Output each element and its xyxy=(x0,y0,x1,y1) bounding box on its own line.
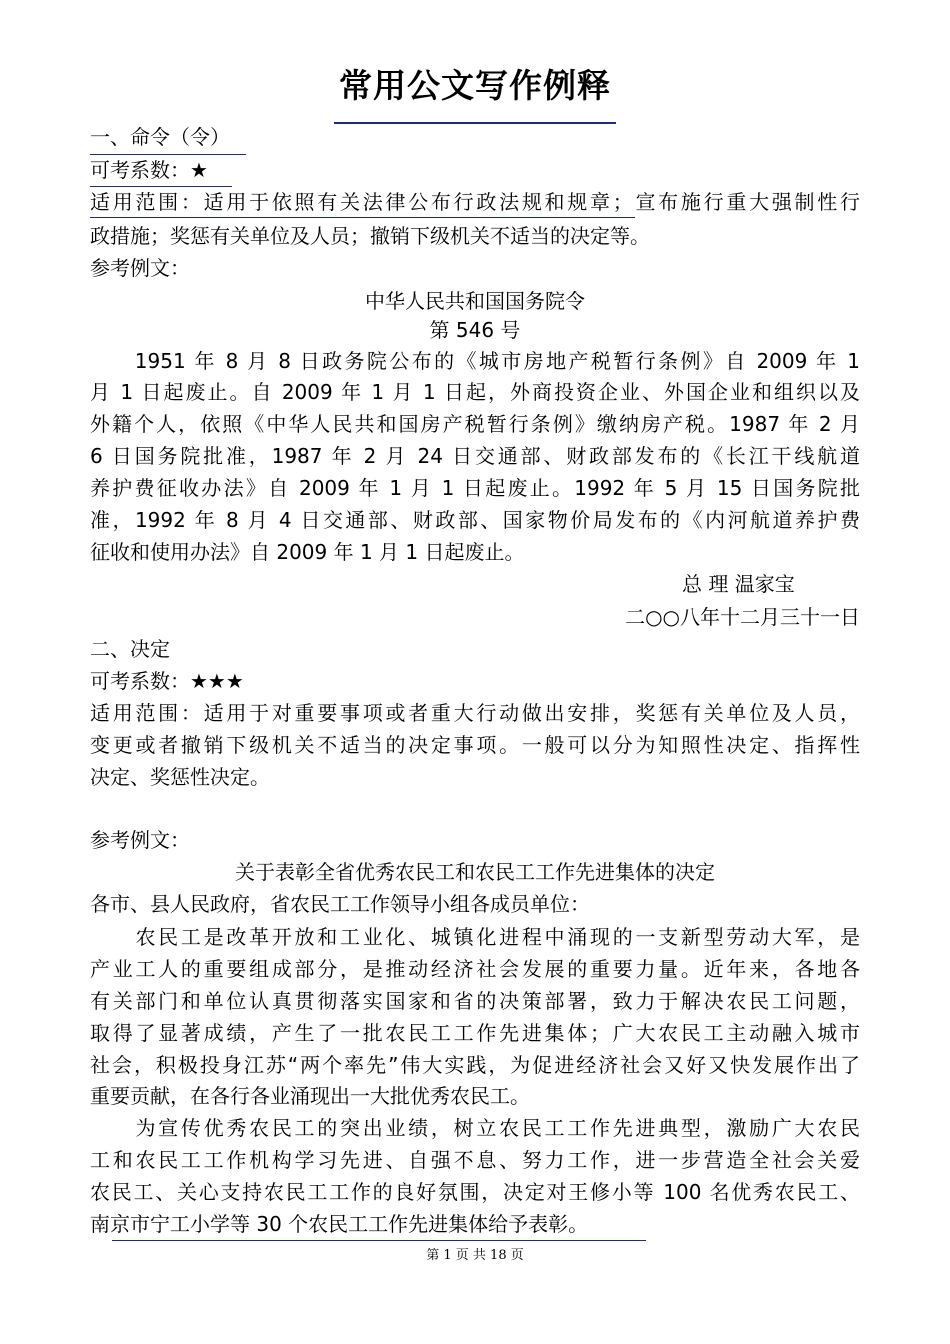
section-2-para2-line-4: 南京市宁工小学等 30 个农民工工作先进集体给予表彰。 xyxy=(90,1212,589,1236)
section-1-body-line-3: 外籍个人，依照《中华人民共和国房产税暂行条例》缴纳房产税。1987 年 2 月 xyxy=(90,412,860,436)
section-2-para1-line-3: 有关部门和单位认真贯彻落实国家和省的决策部署，致力于解决农民工问题， xyxy=(90,989,860,1013)
section-2-para2-line-3: 农民工、关心支持农民工工作的良好氛围，决定对王修小等 100 名优秀农民工、 xyxy=(90,1180,860,1204)
section-2-scope-line-1: 适用范围：适用于对重要事项或者重大行动做出安排，奖惩有关单位及人员， xyxy=(90,701,860,725)
section-2-coefficient: 可考系数：★★★ xyxy=(90,669,244,693)
section-1-example-number: 第 546 号 xyxy=(429,318,521,342)
section-2-para2-line-2: 工和农民工工作机构学习先进、自强不息、努力工作，进一步营造全社会关爱 xyxy=(90,1148,860,1172)
section-2-para2-line-1: 为宣传优秀农民工的突出业绩，树立农民工工作先进典型，激励广大农民 xyxy=(90,1116,860,1140)
section-1-body-line-1: 1951 年 8 月 8 日政务院公布的《城市房地产税暂行条例》自 2009 年 1 xyxy=(90,349,860,373)
section-1-body-line-6: 准，1992 年 8 月 4 日交通部、财政部、国家物价局发布的《内河航道养护费 xyxy=(90,508,860,532)
section-1-scope-line-2: 政措施；奖惩有关单位及人员；撤销下级机关不适当的决定等。 xyxy=(90,224,650,248)
section-2-para1-line-5: 社会，积极投身江苏“两个率先”伟大实践，为促进经济社会又好又快发展作出了 xyxy=(90,1053,860,1077)
section-1-example-title: 中华人民共和国国务院令 xyxy=(365,289,585,313)
signer: 总 理 温家宝 xyxy=(682,572,795,596)
section-2-para1-line-2: 产业工人的重要组成部分，是推动经济社会发展的重要力量。近年来，各地各 xyxy=(90,957,860,981)
section-1-heading: 一、命令（令） xyxy=(90,125,230,149)
paragraph-underline xyxy=(112,1240,646,1241)
document-title: 常用公文写作例释 xyxy=(339,66,611,105)
section-2-para1-line-4: 取得了显著成绩，产生了一批农民工工作先进集体；广大农民工主动融入城市 xyxy=(90,1021,860,1045)
section-2-addressee: 各市、县人民政府，省农民工工作领导小组各成员单位： xyxy=(90,892,590,916)
section-2-heading: 二、决定 xyxy=(90,637,170,661)
page-footer: 第 1 页 共 18 页 xyxy=(426,1248,524,1263)
section-1-body-line-5: 养护费征收办法》自 2009 年 1 月 1 日起废止。1992 年 5 月 15 日国务院批 xyxy=(90,476,860,500)
section-1-body-line-4: 6 日国务院批准，1987 年 2 月 24 日交通部、财政部发布的《长江干线航道 xyxy=(90,444,860,468)
signing-date: 二○○八年十二月三十一日 xyxy=(625,605,860,629)
section-2-para1-line-6: 重要贡献，在各行各业涌现出一大批优秀农民工。 xyxy=(90,1084,530,1108)
section-1-reference-label: 参考例文： xyxy=(90,256,190,280)
section-1-body-line-2: 月 1 日起废止。自 2009 年 1 月 1 日起，外商投资企业、外国企业和组织以及 xyxy=(90,380,860,404)
section-2-scope-line-2: 变更或者撤销下级机关不适当的决定事项。一般可以分为知照性决定、指挥性 xyxy=(90,733,860,757)
section-1-scope-line-1: 适用范围：适用于依照有关法律公布行政法规和规章；宣布施行重大强制性行 xyxy=(90,190,860,214)
section-1-body-line-7: 征收和使用办法》自 2009 年 1 月 1 日起废止。 xyxy=(90,540,525,564)
section-2-para1-line-1: 农民工是改革开放和工业化、城镇化进程中涌现的一支新型劳动大军，是 xyxy=(90,925,860,949)
section-2-reference-label: 参考例文： xyxy=(90,828,190,852)
section-2-scope-line-3: 决定、奖惩性决定。 xyxy=(90,765,270,789)
section-1-coefficient: 可考系数：★ xyxy=(90,158,208,182)
section-2-example-title: 关于表彰全省优秀农民工和农民工工作先进集体的决定 xyxy=(235,860,715,884)
scope-underline xyxy=(90,217,635,218)
